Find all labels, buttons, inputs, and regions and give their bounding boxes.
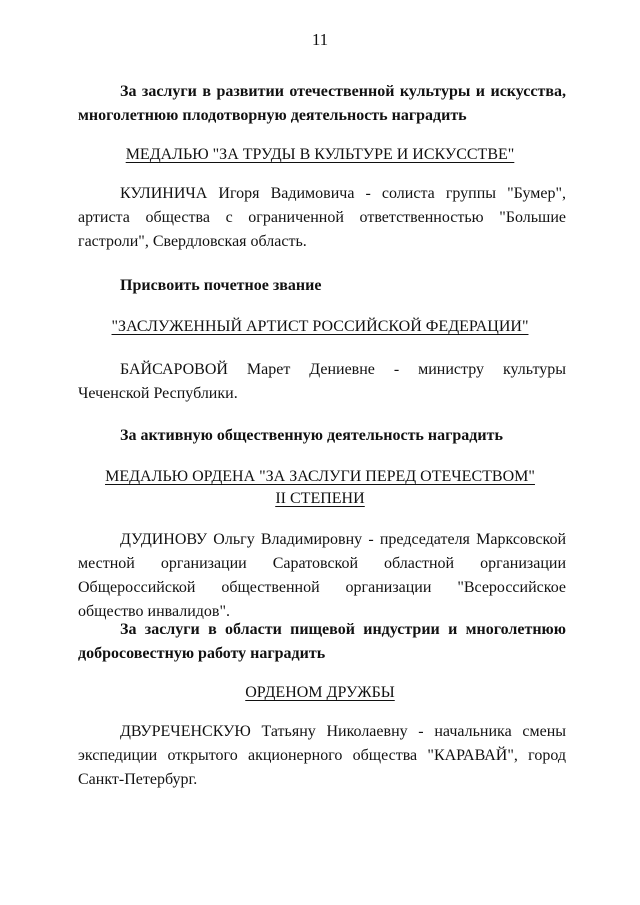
section-3-intro: За активную общественную деятельность наградить	[120, 427, 503, 444]
section-3-award-title-2: II СТЕПЕНИ	[275, 490, 365, 507]
section-1-intro	[78, 80, 566, 128]
section-3-award-title-1: МЕДАЛЬЮ ОРДЕНА "ЗА ЗАСЛУГИ ПЕРЕД ОТЕЧЕСТВОМ"	[105, 468, 535, 485]
section-4-intro-line-2: добросовестную работу наградить	[78, 645, 326, 662]
section-4-recipient: ДВУРЕЧЕНСКУЮ Татьяну Николаевну - начальника смены экспедиции открытого акционерного общества "КАРАВАЙ", город Санкт-Петербург.	[78, 723, 566, 788]
section-1-award	[0, 144, 640, 166]
section-2-award	[0, 316, 640, 338]
page-number: 11	[311, 30, 329, 49]
section-1-award-title: МЕДАЛЬЮ "ЗА ТРУДЫ В КУЛЬТУРЕ И ИСКУССТВЕ"	[125, 146, 515, 163]
section-4-intro	[78, 618, 566, 666]
section-2-intro: Присвоить почетное звание	[120, 277, 322, 294]
section-3-award-line-2	[0, 488, 640, 510]
section-4-award-title: ОРДЕНОМ ДРУЖБЫ	[245, 684, 395, 701]
section-3-award	[0, 466, 640, 510]
section-4-award	[0, 682, 640, 704]
section-1-recipient: КУЛИНИЧА Игоря Вадимовича - солиста группы "Бумер", артиста общества с ограниченной ответственностью "Большие гастроли", Свердловская область.	[78, 185, 566, 250]
section-1-intro-line-2: многолетнюю плодотворную деятельность наградить	[78, 107, 467, 124]
section-2-recipient: БАЙСАРОВОЙ Марет Дениевне - министру культуры Чеченской Республики.	[78, 361, 566, 402]
section-4-intro-line-1: За заслуги в области пищевой индустрии и многолетнюю	[120, 621, 566, 638]
section-2-award-title: "ЗАСЛУЖЕННЫЙ АРТИСТ РОССИЙСКОЙ ФЕДЕРАЦИИ"	[111, 318, 529, 335]
section-1-intro-line-1: За заслуги в развитии отечественной культуры и искусства,	[120, 83, 566, 100]
section-3-recipient: ДУДИНОВУ Ольгу Владимировну - председателя Марксовской местной организации Саратовской областной организации Общероссийской общественной организации "Всероссийское общество инвалидов".	[78, 531, 566, 620]
section-3-award-line-1	[0, 466, 640, 488]
